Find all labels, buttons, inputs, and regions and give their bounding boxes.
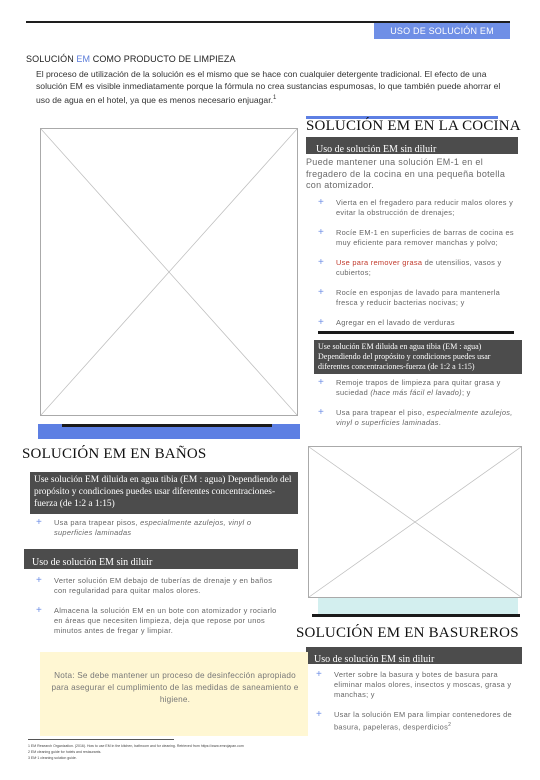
list-item: + Almacena la solución EM en un bote con atomizador y rociarlo en áreas que necesiten limpieza, deja que repose por unos minutos antes de fregar y limpiar. bbox=[36, 605, 277, 635]
placeholder-cross-icon bbox=[309, 447, 521, 597]
plus-icon: + bbox=[318, 257, 325, 268]
footnote: 1 EM Research Organization. (2016). How to use EM in the kitchen, bathroom and for cleaning. Retrieved from https://www.emrojapan.com bbox=[28, 744, 244, 748]
list-item: + Rocíe EM-1 en superficies de barras de cocina es muy eficiente para remover manchas y polvo; bbox=[318, 227, 514, 247]
kitchen-diluted-list bbox=[306, 378, 520, 438]
bathroom-box bbox=[30, 472, 298, 514]
intro-title-post: COMO PRODUCTO DE LIMPIEZA bbox=[90, 54, 236, 64]
trash-black-rule bbox=[312, 614, 520, 617]
list-item: + Agregar en el lavado de verduras bbox=[318, 317, 455, 328]
plus-icon: + bbox=[316, 669, 323, 680]
kitchen-sub-label: Uso de solución EM sin diluir bbox=[316, 144, 437, 155]
list-item: + Verter solución EM debajo de tuberías de drenaje y en baños con regularidad para quitar malos olores. bbox=[36, 575, 273, 595]
bathroom-black-rule bbox=[62, 424, 272, 427]
trash-list bbox=[304, 670, 522, 742]
footnotes bbox=[28, 743, 298, 761]
plus-icon: + bbox=[36, 605, 43, 616]
kitchen-diluted-text: Use solución EM diluida en agua tibia (EM : agua) Dependiendo del propósito y condiciones puedes usar diferentes concentraciones-fuerza (de 1:2 a 1:15) bbox=[318, 342, 491, 371]
footnote: 3 EM·1 cleaning solution guide. bbox=[28, 756, 77, 760]
trash-title: SOLUCIÓN EM EN BASUREROS bbox=[296, 625, 519, 641]
kitchen-sub-box bbox=[306, 137, 518, 154]
footnote: 2 EM cleaning guide for hotels and restaurants. bbox=[28, 750, 102, 754]
bathroom-box-text: Use solución EM diluida en agua tibia (EM : agua) Dependiendo del propósito y condiciones puedes usar diferentes concentraciones-fuerza (de 1:2 a 1:15) bbox=[34, 475, 292, 509]
header-badge: USO DE SOLUCIÓN EM bbox=[374, 23, 510, 39]
list-item: + Vierta en el fregadero para reducir malos olores y evitar la obstrucción de drenajes; bbox=[318, 197, 514, 217]
plus-icon: + bbox=[318, 407, 325, 418]
list-item: + Verter sobre la basura y botes de basura para eliminar malos olores, insectos y moscas, grasa y manchas; y bbox=[316, 669, 512, 699]
list-item: + Remoje trapos de limpieza para quitar grasa y suciedad (hace más fácil el lavado); y bbox=[318, 377, 501, 397]
bathroom-list bbox=[24, 518, 284, 548]
plus-icon: + bbox=[318, 377, 325, 388]
kitchen-image-placeholder bbox=[40, 128, 298, 416]
bathroom-image-placeholder bbox=[308, 446, 522, 598]
trash-sub-label: Uso de solución EM sin diluir bbox=[314, 654, 435, 665]
plus-icon: + bbox=[316, 709, 323, 720]
note-body: Se debe mantener un proceso de desinfección apropiado para asegurar el cumplimiento de las medidas de saneamiento e higiene. bbox=[51, 671, 299, 704]
kitchen-title: SOLUCIÓN EM EN LA COCINA bbox=[306, 118, 521, 134]
plus-icon: + bbox=[318, 317, 325, 328]
bathroom-undiluted-list bbox=[24, 576, 284, 646]
intro-title-em: EM bbox=[76, 54, 91, 64]
list-item: + Usa para trapear pisos, especialmente azulejos, vinyl o superficies laminadas bbox=[36, 517, 252, 537]
kitchen-diluted-box bbox=[314, 340, 522, 374]
intro-body-text: El proceso de utilización de la solución es el mismo que se hace con cualquier detergente tradicional. El efecto de una solución EM es visible inmediatamente porque la fórmula no crea sustancias espumosas, lo que también puede ahorrar el uso de agua en el hotel, ya que es menos necesario enjuagar. bbox=[36, 69, 501, 105]
intro-body bbox=[36, 68, 506, 106]
list-item: + Usar la solución EM para limpiar contenedores de basura, papeleras, desperdicios$^2$ bbox=[316, 709, 512, 732]
plus-icon: + bbox=[36, 575, 43, 586]
note-text bbox=[50, 670, 300, 706]
list-item: + Use para remover grasa de utensilios, vasos y cubiertos; bbox=[318, 257, 502, 277]
plus-icon: + bbox=[318, 287, 325, 298]
plus-icon: + bbox=[318, 197, 325, 208]
bathroom-sub-label: Uso de solución EM sin diluir bbox=[32, 557, 153, 568]
list-item: + Usa para trapear el piso, especialmente azulejos, vinyl o superficies laminadas. bbox=[318, 407, 513, 427]
note-label: Nota: bbox=[54, 671, 75, 680]
kitchen-list bbox=[306, 198, 520, 338]
bathroom-sub-box bbox=[24, 549, 298, 569]
kitchen-diluted-rule bbox=[318, 331, 514, 334]
plus-icon: + bbox=[318, 227, 325, 238]
bathroom-title: SOLUCIÓN EM EN BAÑOS bbox=[22, 446, 207, 462]
intro-title-pre: SOLUCIÓN bbox=[26, 54, 77, 64]
intro-footnote-ref: 1 bbox=[272, 95, 277, 101]
intro-title bbox=[26, 54, 236, 64]
trash-accent-bar bbox=[318, 598, 518, 615]
kitchen-paragraph: Puede mantener una solución EM-1 en el fregadero de la cocina en una pequeña botella con atomizador. bbox=[306, 157, 506, 190]
placeholder-cross-icon bbox=[41, 129, 297, 415]
list-item: + Rocíe en esponjas de lavado para mantenerla fresca y reducir bacterias nocivas; y bbox=[318, 287, 501, 307]
plus-icon: + bbox=[36, 517, 43, 528]
footnote-rule bbox=[28, 739, 174, 740]
trash-sub-box bbox=[306, 647, 522, 664]
